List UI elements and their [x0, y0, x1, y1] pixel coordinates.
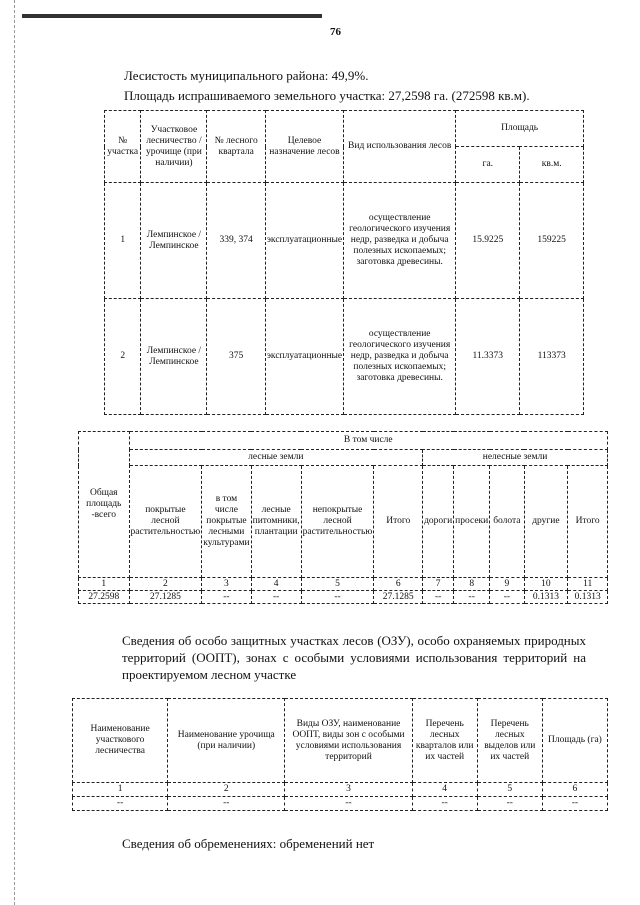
scan-edge-line [14, 0, 15, 905]
value-cell: -- [202, 591, 251, 604]
col-number: 8 [454, 578, 490, 591]
cell-purpose: эксплуатационные [265, 183, 343, 299]
header-covered: покрытые лесной растительностью [129, 466, 202, 578]
value-cell: -- [285, 797, 412, 811]
col-number: 7 [423, 578, 454, 591]
header-not-covered: непокрытые лесной растительностью [301, 466, 374, 578]
page-number: 76 [330, 26, 341, 38]
cell-ha: 15.9225 [456, 183, 520, 299]
header-forestry: Участковое лесничество / урочище (при наличии) [141, 111, 207, 183]
protected-areas-heading: Сведения об особо защитных участках лесов (ОЗУ), особо охраняемых природных территорий (ООПТ), зонах с особыми условиями использования территорий на проектируемом лесном участке [122, 633, 586, 682]
header-other: другие [524, 466, 568, 578]
col-number: 4 [251, 578, 301, 591]
value-cell: -- [73, 797, 168, 811]
header-ha: га. [456, 147, 520, 183]
header-sqm: кв.м. [520, 147, 584, 183]
value-cell: -- [454, 591, 490, 604]
header-allotments-list: Перечень лесных выделов или их частей [477, 699, 542, 783]
value-cell: -- [412, 797, 477, 811]
col-number: 11 [568, 578, 608, 591]
header-usage: Вид использования лесов [344, 111, 456, 183]
value-cell: 27.1285 [374, 591, 423, 604]
col-number: 3 [202, 578, 251, 591]
cell-forestry: Лемпинское / Лемпинское [141, 183, 207, 299]
cell-purpose: эксплуатационные [265, 299, 343, 415]
header-quarters-list: Перечень лесных кварталов или их частей [412, 699, 477, 783]
header-total-forest: Итого [374, 466, 423, 578]
forest-cover-text: Лесистость муниципального района: 49,9%. [124, 68, 369, 83]
cell-sqm: 113373 [520, 299, 584, 415]
header-clearings: просеки [454, 466, 490, 578]
value-cell: 0.1313 [524, 591, 568, 604]
col-number: 6 [374, 578, 423, 591]
header-forestry-name: Наименование участкового лесничества [73, 699, 168, 783]
col-number: 5 [301, 578, 374, 591]
col-number: 9 [490, 578, 524, 591]
value-cell: 0.1313 [568, 591, 608, 604]
col-number: 2 [168, 783, 285, 797]
col-number: 1 [79, 578, 130, 591]
cell-usage: осуществление геологического изучения недр, разведка и добыча полезных ископаемых; заготовка древесины. [344, 299, 456, 415]
value-cell: 27.2598 [79, 591, 130, 604]
cell-usage: осуществление геологического изучения недр, разведка и добыча полезных ископаемых; заготовка древесины. [344, 183, 456, 299]
col-number: 4 [412, 783, 477, 797]
col-number: 1 [73, 783, 168, 797]
header-roads: дороги [423, 466, 454, 578]
header-total-nonforest: Итого [568, 466, 608, 578]
col-number: 6 [542, 783, 607, 797]
value-cell: -- [301, 591, 374, 604]
value-cell: -- [168, 797, 285, 811]
header-quarter-no: № лесного квартала [207, 111, 265, 183]
header-including: В том числе [129, 432, 607, 450]
land-composition-table [78, 431, 608, 604]
header-area: Площадь [456, 111, 584, 147]
cell-ha: 11.3373 [456, 299, 520, 415]
cell-quarter: 339, 374 [207, 183, 265, 299]
header-nonforest-lands: нелесные земли [423, 450, 608, 466]
table-row [105, 299, 584, 415]
col-number: 5 [477, 783, 542, 797]
header-cultures: в том числе покрытые лесными культурами [202, 466, 251, 578]
value-cell: -- [477, 797, 542, 811]
plots-table [104, 110, 584, 415]
value-cell: -- [490, 591, 524, 604]
column-numbers-row [79, 578, 608, 591]
value-cell: -- [423, 591, 454, 604]
scan-top-bar [22, 14, 322, 18]
protected-areas-table [72, 698, 608, 811]
requested-area-text: Площадь испрашиваемого земельного участка: 27,2598 га. (272598 кв.м). [124, 88, 530, 103]
value-cell: 27.1285 [129, 591, 202, 604]
header-total-area: Общая площадь -всего [79, 432, 130, 578]
cell-forestry: Лемпинское / Лемпинское [141, 299, 207, 415]
col-number: 10 [524, 578, 568, 591]
table-row [79, 591, 608, 604]
table-row [105, 183, 584, 299]
cell-plot-no: 1 [105, 183, 141, 299]
table-row [73, 797, 608, 811]
value-cell: -- [251, 591, 301, 604]
header-ozu-types: Виды ОЗУ, наименование ООПТ, виды зон с особыми условиями использования территорий [285, 699, 412, 783]
header-tract-name: Наименование урочища (при наличии) [168, 699, 285, 783]
header-area-ha: Площадь (га) [542, 699, 607, 783]
col-number: 3 [285, 783, 412, 797]
cell-sqm: 159225 [520, 183, 584, 299]
header-nurseries: лесные питомники, плантации [251, 466, 301, 578]
cell-plot-no: 2 [105, 299, 141, 415]
header-purpose: Целевое назначение лесов [265, 111, 343, 183]
column-numbers-row [73, 783, 608, 797]
encumbrances-text: Сведения об обременениях: обременений нет [122, 836, 375, 851]
col-number: 2 [129, 578, 202, 591]
cell-quarter: 375 [207, 299, 265, 415]
header-plot-no: № участка [105, 111, 141, 183]
value-cell: -- [542, 797, 607, 811]
header-forest-lands: лесные земли [129, 450, 423, 466]
header-swamps: болота [490, 466, 524, 578]
